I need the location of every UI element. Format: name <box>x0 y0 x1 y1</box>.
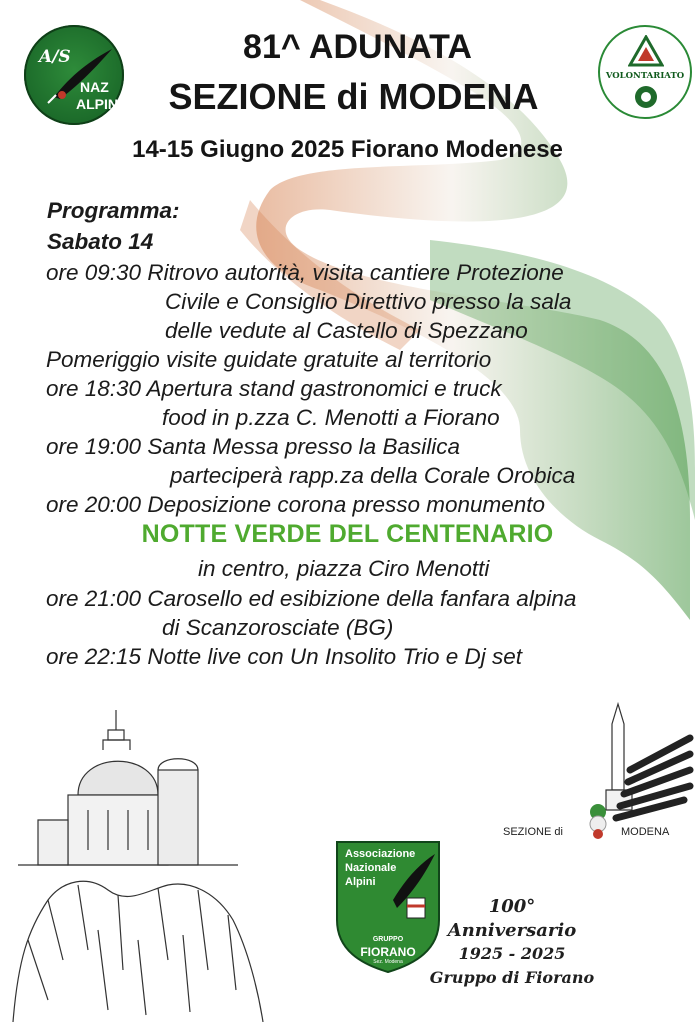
logo-ana-text-1: A/S <box>39 47 71 67</box>
programme-line: ore 20:00 Deposizione corona presso monumento <box>46 492 546 517</box>
modena-label: MODENA <box>621 826 670 838</box>
programme-day: Sabato 14 <box>47 229 154 254</box>
programme-heading: Programma: <box>47 198 180 223</box>
logo-ana-text-3: ALPINI <box>76 96 122 112</box>
programme-line: ore 21:00 Carosello ed esibizione della fanfara alpina <box>46 586 577 611</box>
modena-tower-logo-icon <box>572 700 694 840</box>
basilica-sketch-icon <box>8 700 270 1022</box>
programme-line: Pomeriggio visite guidate gratuite al territorio <box>46 347 492 372</box>
programme-line: ore 19:00 Santa Messa presso la Basilica <box>46 434 460 459</box>
programme-line: food in p.zza C. Menotti a Fiorano <box>162 405 500 430</box>
programme-line: ore 09:30 Ritrovo autorità, visita cantiere Protezione <box>46 260 564 285</box>
shield-sub: Sez. Modena <box>373 959 403 965</box>
anniversary-number: 100° <box>488 896 536 917</box>
volontariato-label: VOLONTARIATO <box>605 71 685 81</box>
shield-text: Associazione <box>345 848 416 860</box>
shield-fiorano: FIORANO <box>360 945 416 959</box>
section-title: SEZIONE di MODENA <box>168 76 539 117</box>
event-title: 81^ ADUNATA <box>243 28 472 66</box>
programme-line: delle vedute al Castello di Spezzano <box>165 318 528 343</box>
programme-line: Civile e Consiglio Direttivo presso la sala <box>165 289 572 314</box>
anniversary-group: Gruppo di Fiorano <box>429 968 595 987</box>
shield-text: Nazionale <box>345 862 397 874</box>
notte-verde-highlight: NOTTE VERDE DEL CENTENARIO <box>141 520 554 548</box>
programme-line: di Scanzorosciate (BG) <box>162 615 394 640</box>
programme-line: ore 22:15 Notte live con Un Insolito Trio e Dj set <box>46 644 523 669</box>
event-date-place: 14-15 Giugno 2025 Fiorano Modenese <box>132 136 563 163</box>
shield-gruppo: GRUPPO <box>372 936 404 943</box>
shield-text: Alpini <box>345 876 376 888</box>
anniversary-label: Anniversario <box>447 920 577 941</box>
programme-line: parteciperà rapp.za della Corale Orobica <box>170 463 576 488</box>
programme-line: in centro, piazza Ciro Menotti <box>198 556 490 581</box>
anniversary-years: 1925 - 2025 <box>458 944 566 963</box>
logo-ana-text-2: NAZ <box>80 79 109 95</box>
sezione-label: SEZIONE di <box>503 826 563 838</box>
programme-line: ore 18:30 Apertura stand gastronomici e truck <box>46 376 502 401</box>
